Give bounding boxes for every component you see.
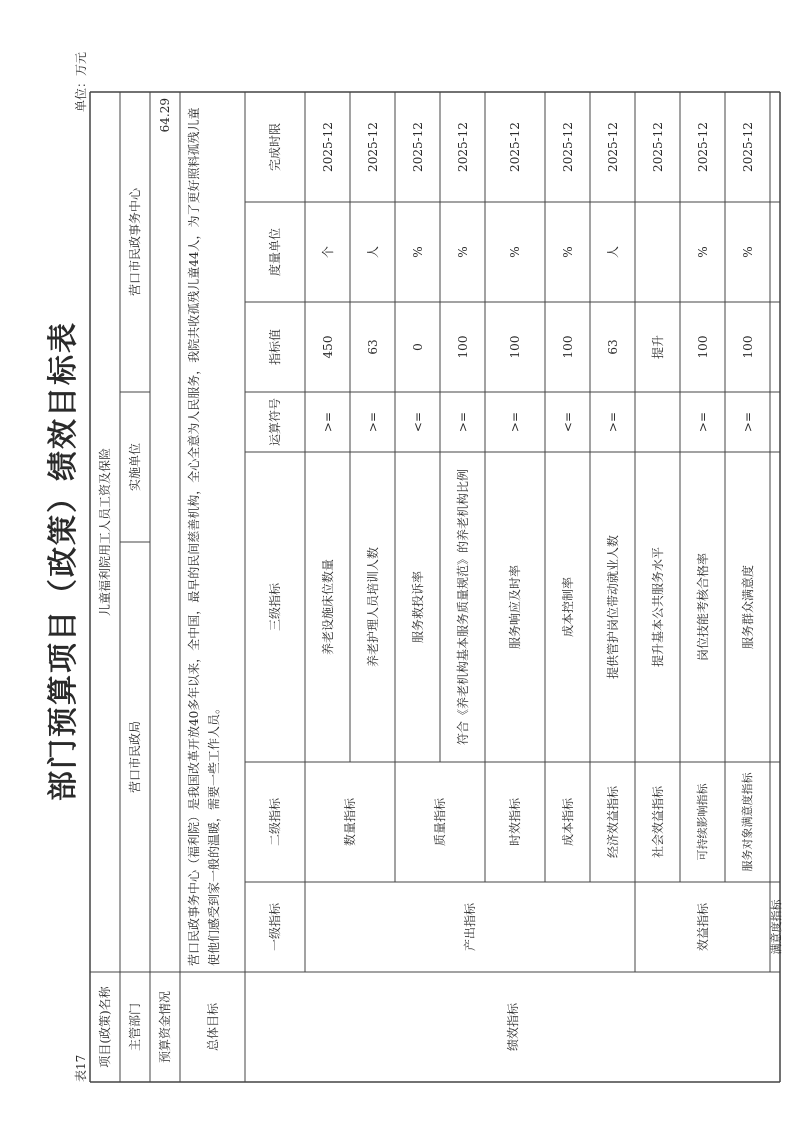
row-unit <box>635 202 680 302</box>
row-deadline: 2025-12 <box>605 122 620 172</box>
project-name-label: 项目(政策)名称 <box>98 986 112 1068</box>
row-operator: >= <box>455 411 470 433</box>
row-deadline: 2025-12 <box>455 122 470 172</box>
dept-label: 主管部门 <box>128 1003 142 1052</box>
row-operator: >= <box>740 411 755 433</box>
row-unit: % <box>410 246 425 258</box>
goal-label: 总体目标 <box>205 1003 220 1052</box>
row-level3: 服务响应及时率 <box>508 565 522 650</box>
row-value: 100 <box>740 335 755 359</box>
row-unit: 人 <box>605 246 620 259</box>
row-unit: % <box>455 246 470 258</box>
row-value: 0 <box>410 343 425 351</box>
row-level3: 符合《养老机构基本服务质量规范》的养老机构比例 <box>455 469 470 746</box>
row-deadline: 2025-12 <box>740 122 755 172</box>
page-title: 部门预算项目（政策）绩效目标表 <box>46 321 81 801</box>
level2-quantity: 数量指标 <box>343 798 357 847</box>
table-number: 表17 <box>74 1054 88 1082</box>
row-value: 提升 <box>650 335 665 360</box>
row-level3: 养老护理人员培训人数 <box>365 547 380 668</box>
row-value: 63 <box>365 339 380 355</box>
row-deadline: 2025-12 <box>508 122 522 172</box>
header-unit: 度量单位 <box>268 228 282 277</box>
row-operator: >= <box>605 411 620 433</box>
row-operator: >= <box>320 411 335 433</box>
header-level3: 三级指标 <box>268 583 282 632</box>
indicators-section-label: 绩效指标 <box>505 1003 520 1052</box>
group-satisfaction: 满意度指标 <box>770 899 783 955</box>
row-deadline: 2025-12 <box>365 122 380 172</box>
impl-label: 实施单位 <box>128 443 142 492</box>
group-benefit: 效益指标 <box>695 903 710 952</box>
row-unit: % <box>508 246 522 258</box>
level2-quality: 质量指标 <box>433 798 447 847</box>
row-operator: >= <box>508 411 522 433</box>
row-operator <box>635 392 680 452</box>
row-operator: >= <box>695 411 710 433</box>
group-output: 产出指标 <box>463 903 477 952</box>
row-value: 63 <box>605 339 620 355</box>
row-deadline: 2025-12 <box>560 122 575 172</box>
budget-label: 预算资金情况 <box>158 991 172 1064</box>
level2-economic: 经济效益指标 <box>605 786 620 859</box>
header-deadline: 完成时限 <box>268 123 282 172</box>
row-unit: % <box>560 246 575 258</box>
header-value: 指标值 <box>268 329 282 366</box>
row-level3: 服务救投诉率 <box>410 571 425 644</box>
budget-value: 64.29 <box>158 98 172 133</box>
row-deadline: 2025-12 <box>320 122 335 172</box>
row-operator: <= <box>410 411 425 433</box>
row-level3: 提升基本公共服务水平 <box>650 547 665 668</box>
level2-satisfaction: 服务对象满意度指标 <box>741 772 754 872</box>
header-level2: 二级指标 <box>268 798 282 847</box>
row-value: 100 <box>695 335 710 359</box>
row-unit: % <box>695 246 710 258</box>
row-level3: 提供管护岗位带动就业人数 <box>605 535 620 680</box>
level2-cost: 成本指标 <box>560 798 575 847</box>
row-level3: 岗位技能考核合格率 <box>695 553 710 662</box>
row-deadline: 2025-12 <box>650 122 665 172</box>
row-level3: 服务群众满意度 <box>740 565 755 650</box>
header-level1: 一级指标 <box>268 903 282 952</box>
row-deadline: 2025-12 <box>695 122 710 172</box>
row-value: 100 <box>455 335 470 359</box>
row-level3: 成本控制率 <box>560 577 575 638</box>
row-unit: 人 <box>365 246 380 259</box>
goal-value: 营口民政事务中心（福利院）是我国改革开放40多年以来，全中国，最早的民间慈善机构，全心全意为人民服务，我院共收孤残儿童44人，为了更好照料孤残儿童使他们感受到家一般的温暖，需要一些工作人员。 <box>187 107 221 966</box>
level2-social: 社会效益指标 <box>650 786 665 859</box>
dept-value: 营口市民政局 <box>128 721 142 794</box>
row-value: 100 <box>560 335 575 359</box>
row-value: 100 <box>508 335 522 359</box>
level2-timeliness: 时效指标 <box>508 798 522 847</box>
row-value: 450 <box>320 335 335 359</box>
unit-label: 单位：万元 <box>74 51 88 112</box>
row-operator: >= <box>365 411 380 433</box>
row-unit: 个 <box>320 246 335 259</box>
header-operator: 运算符号 <box>268 398 282 447</box>
project-name-value: 儿童福利院用工人员工资及保险 <box>98 448 112 617</box>
level2-sustainable: 可持续影响指标 <box>696 783 709 861</box>
impl-value: 营口市民政事务中心 <box>128 188 142 297</box>
row-level3: 养老设施床位数量 <box>320 559 335 656</box>
row-deadline: 2025-12 <box>410 122 425 172</box>
row-unit: % <box>740 246 755 258</box>
row-operator: <= <box>560 411 575 433</box>
